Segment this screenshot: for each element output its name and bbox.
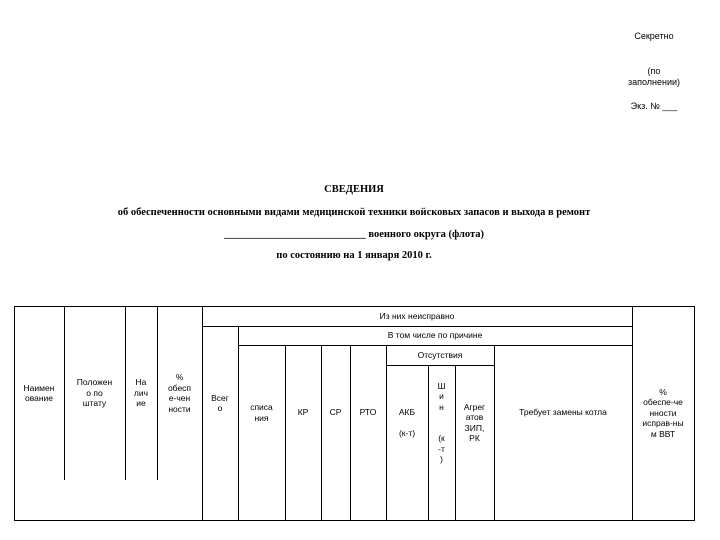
header-writeoff: списа ния xyxy=(250,402,273,423)
header-akb: АКБ (к-т) xyxy=(398,406,416,438)
header-rto: РТО xyxy=(359,407,377,418)
district-line: ___________________________ военного округа (флота) xyxy=(223,229,485,240)
header-group-absence: Отсутствия xyxy=(417,349,463,360)
header-group-faulty: Из них неисправно xyxy=(379,310,455,321)
header-provision-percent: % обесп е-чен ности xyxy=(167,372,192,414)
header-total: Всег о xyxy=(211,392,229,413)
document-title: СВЕДЕНИЯ xyxy=(324,184,384,195)
header-boiler: Требует замены котла xyxy=(519,407,607,418)
document-subtitle: об обеспеченности основными видами медицинской техники войсковых запасов и выхода в ремонт xyxy=(117,207,591,218)
fill-note: (по заполнении) xyxy=(627,66,681,87)
date-line: по состоянию на 1 января 2010 г. xyxy=(276,250,432,261)
copy-number: Экз. № ___ xyxy=(630,101,678,111)
header-sr: СР xyxy=(329,407,342,418)
header-kr: КР xyxy=(297,407,309,418)
header-serviceable-percent: % обеспе-че нности исправ-ны м ВВТ xyxy=(642,386,684,439)
header-tires: Ш и н (к -т ) xyxy=(437,380,446,464)
header-aggregates: Агрег атов ЗИП, РК xyxy=(463,401,486,443)
header-staff: Положен о по штату xyxy=(76,377,113,409)
header-group-reason: В том числе по причине xyxy=(387,330,483,341)
classification-label: Секретно xyxy=(634,31,674,41)
table-border-right xyxy=(694,306,695,521)
header-name: Наимен ование xyxy=(23,382,55,403)
header-present: На лич ие xyxy=(133,377,149,409)
table-border-bottom xyxy=(14,520,694,521)
